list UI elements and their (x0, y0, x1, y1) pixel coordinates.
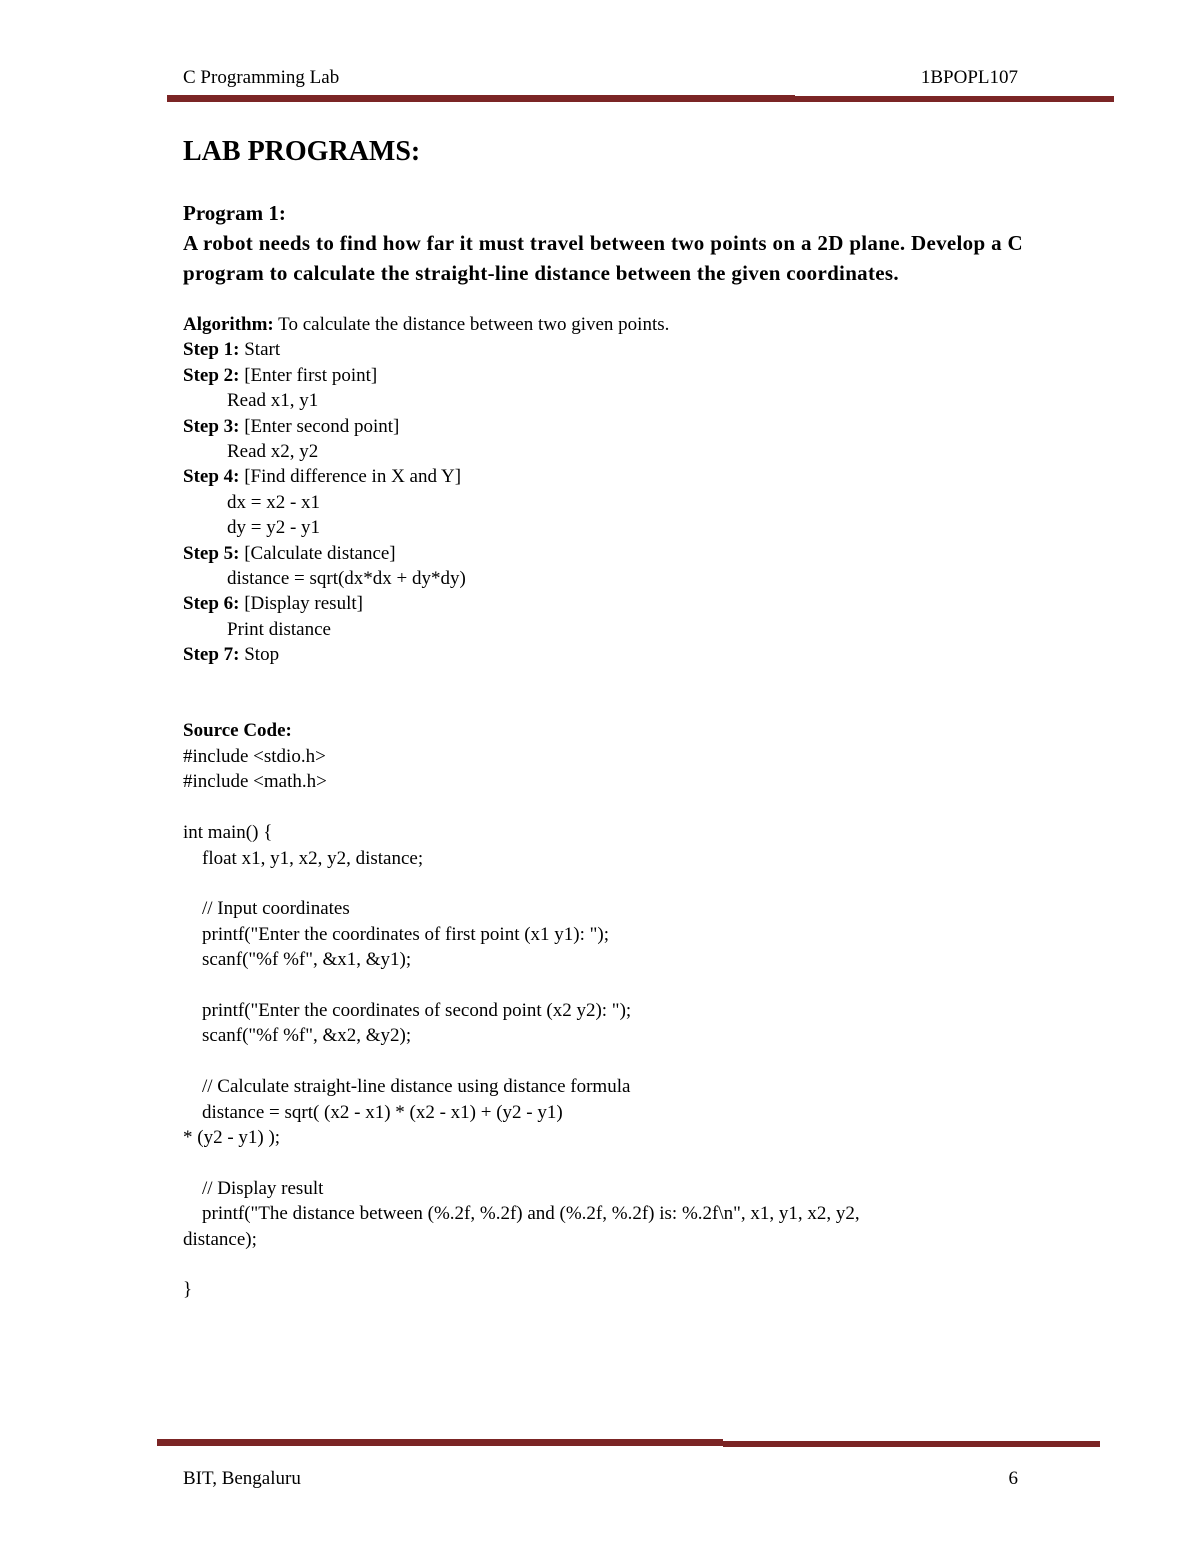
source-code-label: Source Code: (183, 720, 292, 742)
footer-rule (157, 1439, 723, 1446)
footer-rule-right (723, 1441, 1100, 1447)
page-content (183, 134, 1023, 1303)
algorithm-heading (183, 312, 1023, 337)
algorithm-substep: distance = sqrt(dx*dx + dy*dy) (227, 568, 466, 590)
algorithm-substep: dy = y2 - y1 (227, 517, 321, 539)
step-label: Step 3: (183, 415, 240, 437)
code-line: } (183, 1279, 193, 1301)
problem-statement: A robot needs to find how far it must travel between two points on a 2D plane. Develop a C program to calculate the straight-line distance between the given coordinates. (183, 231, 1023, 285)
algorithm-step (183, 591, 1023, 616)
code-line: printf("Enter the coordinates of first point (x1 y1): "); (183, 923, 610, 945)
header-course-title: C Programming Lab (183, 67, 340, 88)
algorithm-substep: Print distance (227, 618, 331, 640)
algorithm-substep: Read x1, y1 (227, 390, 319, 412)
step-label: Step 6: (183, 593, 240, 615)
code-line: distance = sqrt( (x2 - x1) * (x2 - x1) + (y2 - y1) (183, 1101, 563, 1123)
code-line (183, 1252, 1023, 1277)
algorithm-step (183, 541, 1023, 566)
footer-institution: BIT, Bengaluru (183, 1468, 301, 1489)
algorithm-substep: dx = x2 - x1 (227, 491, 321, 513)
code-line: printf("Enter the coordinates of second point (x2 y2): "); (183, 999, 632, 1021)
algorithm-step (183, 642, 1023, 667)
code-line: printf("The distance between (%.2f, %.2f) and (%.2f, %.2f) is: %.2f\n", x1, y1, x2, y2, (183, 1203, 860, 1225)
step-text: Start (239, 339, 281, 361)
code-line (183, 871, 1023, 896)
page-header (183, 66, 1018, 90)
code-line (183, 1150, 1023, 1175)
code-line (183, 1049, 1023, 1074)
code-line: #include <stdio.h> (183, 745, 326, 767)
step-text: [Enter second point] (239, 415, 400, 437)
header-rule (167, 95, 795, 102)
algorithm-description: To calculate the distance between two given points. (273, 314, 670, 335)
code-line: int main() { (183, 822, 273, 844)
step-text: [Display result] (239, 593, 363, 615)
code-line: scanf("%f %f", &x2, &y2); (183, 1025, 412, 1047)
algorithm-label: Algorithm: (183, 314, 274, 335)
algorithm-step (183, 337, 1023, 362)
step-text: [Find difference in X and Y] (239, 466, 462, 488)
header-rule-right (795, 96, 1114, 102)
step-label: Step 5: (183, 542, 240, 564)
source-code-block (183, 744, 1023, 1303)
algorithm-step (183, 464, 1023, 489)
step-label: Step 1: (183, 339, 240, 361)
algorithm-substep: Read x2, y2 (227, 441, 319, 463)
code-line: // Input coordinates (183, 898, 350, 920)
code-line (183, 795, 1023, 820)
code-line: scanf("%f %f", &x1, &y1); (183, 949, 412, 971)
code-line: // Calculate straight-line distance using distance formula (183, 1076, 631, 1098)
algorithm-step (183, 363, 1023, 388)
program-title: Program 1: (183, 201, 286, 225)
step-text: Stop (239, 644, 280, 666)
section-title: LAB PROGRAMS: (183, 136, 421, 167)
code-line: float x1, y1, x2, y2, distance; (183, 847, 424, 869)
code-line: // Display result (183, 1177, 324, 1199)
code-line: * (y2 - y1) ); (183, 1126, 281, 1148)
code-line: #include <math.h> (183, 771, 327, 793)
code-line: distance); (183, 1228, 257, 1250)
algorithm-steps (183, 337, 1023, 667)
algorithm-step (183, 414, 1023, 439)
step-label: Step 4: (183, 466, 240, 488)
step-text: [Calculate distance] (239, 542, 396, 564)
step-label: Step 7: (183, 644, 240, 666)
page-footer (183, 1467, 1018, 1491)
header-course-code: 1BPOPL107 (920, 67, 1018, 88)
step-text: [Enter first point] (239, 364, 378, 386)
code-line (183, 973, 1023, 998)
page-number: 6 (1008, 1468, 1018, 1489)
step-label: Step 2: (183, 364, 240, 386)
